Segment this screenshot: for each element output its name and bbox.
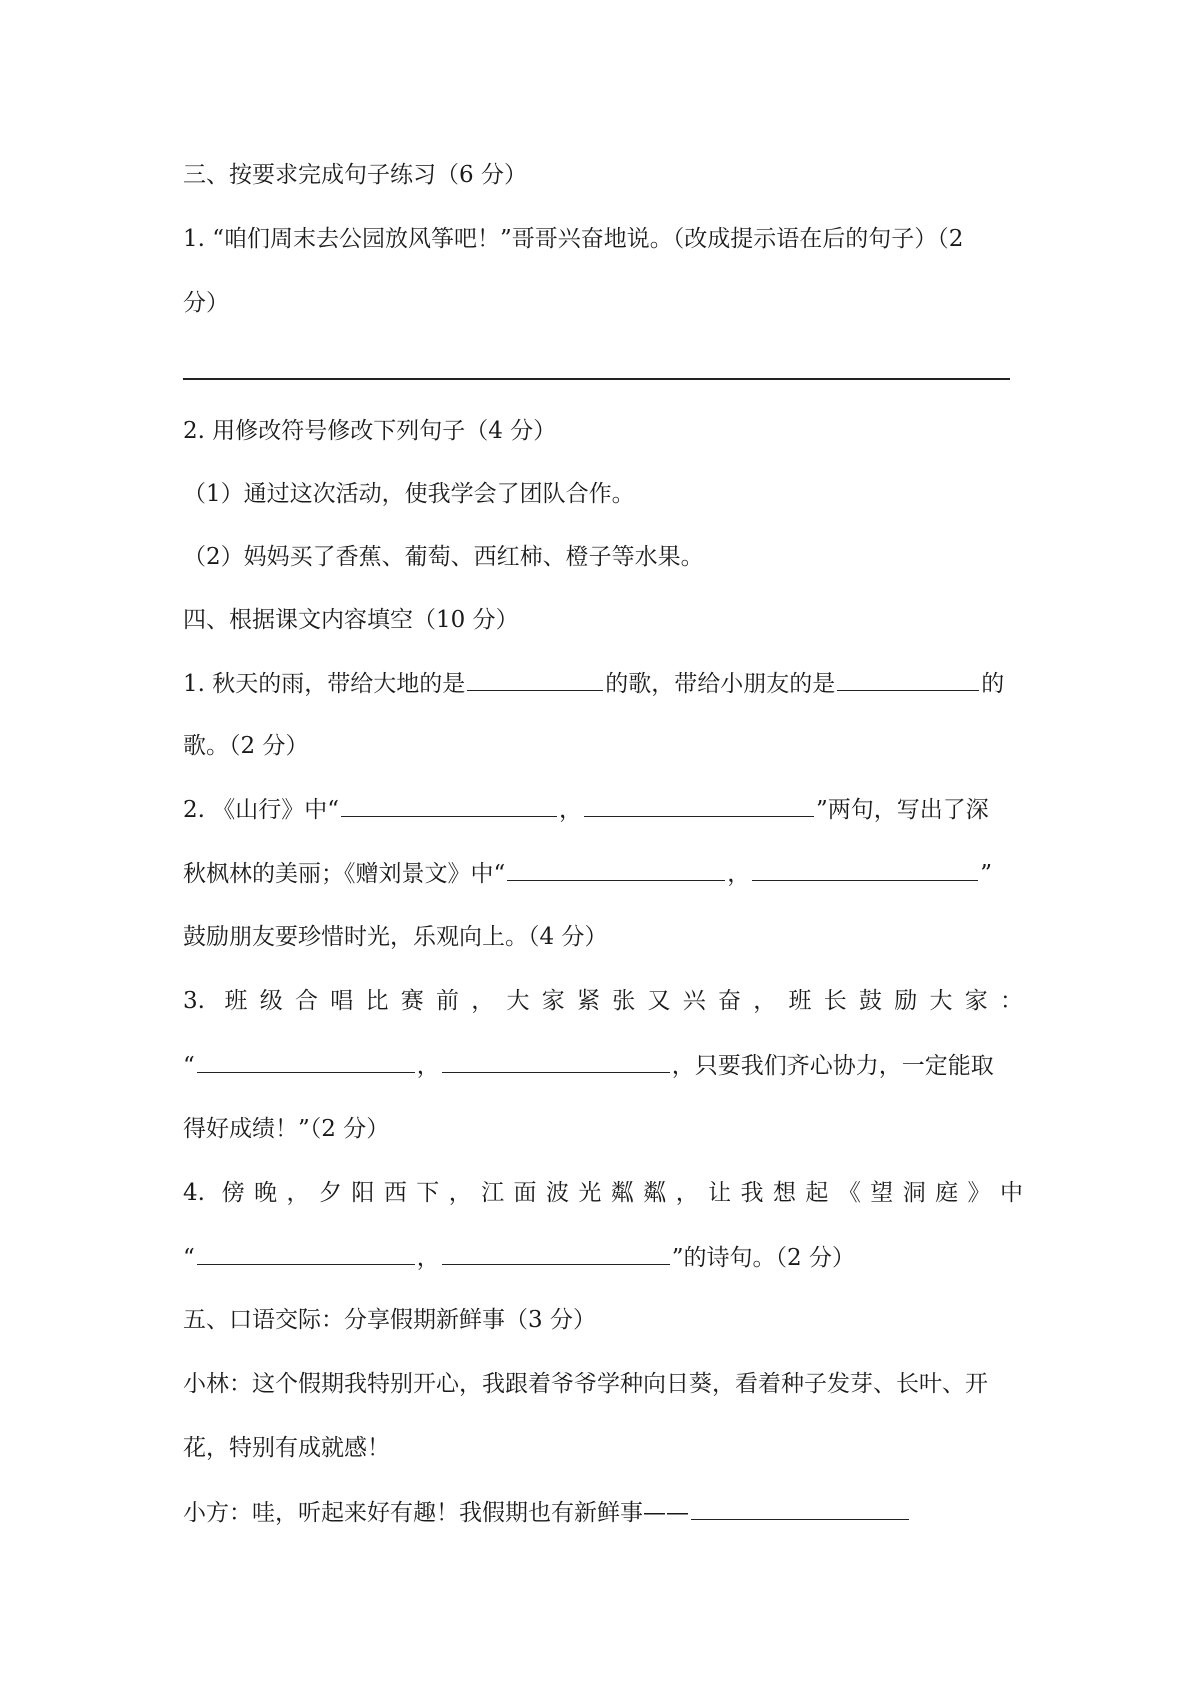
s4-q3-line1: 3. 班级合唱比赛前，大家紧张又兴奋，班长鼓励大家：	[183, 988, 1023, 1014]
s3-q2-item1: （1）通过这次活动，使我学会了团队合作。	[183, 481, 635, 507]
s4-q2-line2-text-b: ”	[980, 861, 993, 887]
s4-q2-line1	[183, 792, 989, 827]
s4-q2-blank4[interactable]	[752, 856, 978, 881]
s4-q4-text-a: “	[183, 1245, 195, 1271]
section-5-heading: 五、口语交际：分享假期新鲜事（3 分）	[183, 1307, 596, 1333]
s4-q2-line2	[183, 856, 992, 891]
s3-q1-line2: 分）	[183, 290, 229, 316]
s4-q2-line3: 鼓励朋友要珍惜时光，乐观向上。（4 分）	[183, 924, 608, 950]
s5-fang-line	[183, 1495, 911, 1530]
s4-q4-line2	[183, 1240, 855, 1275]
s4-q3-blank2[interactable]	[442, 1048, 670, 1073]
s4-q1-text-b: 的歌，带给小朋友的是	[605, 671, 836, 697]
s4-q2-line2-comma: ，	[727, 861, 751, 887]
s3-q2: 2. 用修改符号修改下列句子（4 分）	[183, 418, 557, 444]
s4-q3-blank1[interactable]	[197, 1048, 415, 1073]
s4-q4-text-b: ”的诗句。（2 分）	[671, 1245, 855, 1271]
s5-lin-line1: 小林：这个假期我特别开心，我跟着爷爷学种向日葵，看着种子发芽、长叶、开	[183, 1371, 988, 1397]
s4-q1-text-c: 的	[981, 671, 1005, 697]
s4-q2-text-a: 2. 《山行》中“	[183, 797, 340, 823]
s4-q2-blank3[interactable]	[507, 856, 725, 881]
s4-q3-line3: 得好成绩！”（2 分）	[183, 1116, 390, 1142]
s4-q1-line2: 歌。（2 分）	[183, 733, 309, 759]
s3-q1-line1: 1. “咱们周末去公园放风筝吧！”哥哥兴奋地说。（改成提示语在后的句子）（2	[183, 226, 964, 252]
s4-q1-text-a: 1. 秋天的雨，带给大地的是	[183, 671, 466, 697]
s3-q2-item2: （2）妈妈买了香蕉、葡萄、西红柿、橙子等水果。	[183, 544, 704, 570]
s4-q1-blank2[interactable]	[837, 666, 979, 691]
s3-q1-answer-line[interactable]	[183, 378, 1010, 380]
s4-q2-text-b: ”两句，写出了深	[816, 797, 989, 823]
s4-q1-line1	[183, 666, 1004, 701]
section-3-heading: 三、按要求完成句子练习（6 分）	[183, 162, 527, 188]
s4-q4-blank2[interactable]	[442, 1240, 670, 1265]
section-4-heading: 四、根据课文内容填空（10 分）	[183, 607, 519, 633]
s5-fang-blank[interactable]	[691, 1495, 909, 1520]
s5-fang-text: 小方：哇，听起来好有趣！我假期也有新鲜事——	[183, 1500, 689, 1526]
s4-q3-line2	[183, 1048, 994, 1083]
s4-q4-blank1[interactable]	[197, 1240, 415, 1265]
s4-q3-text-b: ，只要我们齐心协力，一定能取	[671, 1053, 994, 1079]
s4-q1-blank1[interactable]	[467, 666, 603, 691]
s4-q3-comma: ，	[416, 1053, 440, 1079]
s4-q4-line1: 4. 傍晚，夕阳西下，江面波光粼粼，让我想起《望洞庭》中	[183, 1180, 1023, 1206]
s4-q2-line2-text-a: 秋枫林的美丽；《赠刘景文》中“	[183, 861, 506, 887]
s5-lin-line2: 花，特别有成就感！	[183, 1435, 390, 1461]
s4-q3-text-a: “	[183, 1053, 195, 1079]
s4-q4-comma: ，	[416, 1245, 440, 1271]
s4-q2-comma: ，	[559, 797, 583, 823]
s4-q2-blank2[interactable]	[584, 792, 814, 817]
s4-q2-blank1[interactable]	[341, 792, 557, 817]
